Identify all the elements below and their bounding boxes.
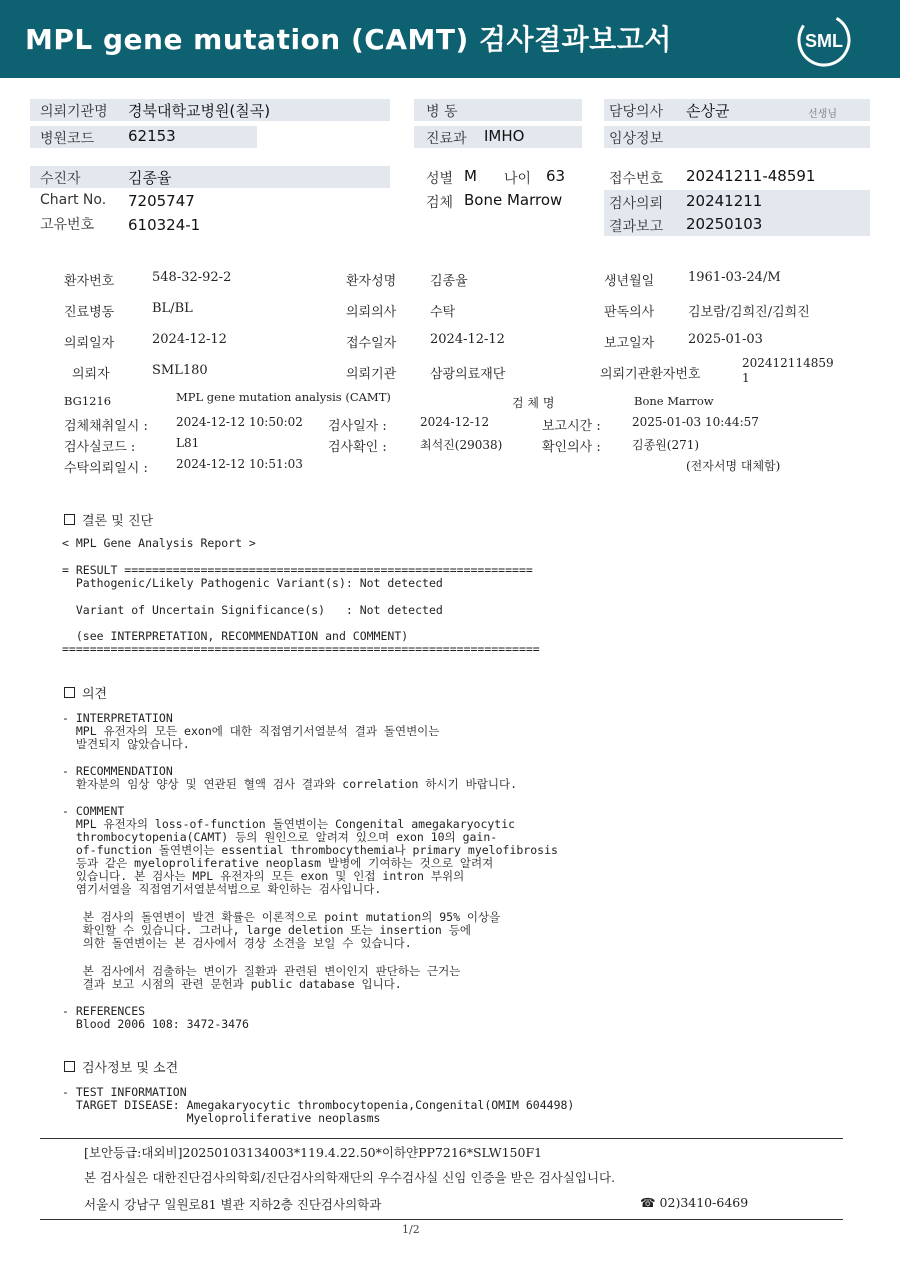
dept-label: 진료과	[426, 131, 467, 147]
receipt-value: 20241211-48591	[686, 167, 816, 185]
age-value: 63	[546, 167, 566, 185]
report-value: 20250103	[686, 215, 763, 233]
clinical-label: 임상정보	[609, 131, 664, 147]
comment-text-2: 본 검사의 돌연변이 발견 확률은 이론적으로 point mutation의 95% 이상을 확인할 수 있습니다. 그러나, large deletion 또는 insertion 등에 의한 돌연변이는 본 검사에서 경상 소견을 보일 수 있습니다.	[82, 910, 501, 950]
ti-label: 검사실코드 :	[64, 440, 136, 455]
pt-value: 1961-03-24/M	[688, 270, 781, 285]
comment-head: - COMMENT	[62, 804, 125, 818]
pt-label: 생년월일	[604, 274, 655, 289]
pt-value: 김종율	[430, 274, 468, 289]
recom-text: 환자분의 임상 양상 및 연관된 혈액 검사 결과와 correlation 하시기 바랍니다.	[62, 777, 517, 791]
code-value: 62153	[128, 127, 176, 145]
square-icon	[64, 1061, 75, 1072]
ti-label: 검체채취일시 :	[64, 419, 148, 434]
test-name: MPL gene mutation analysis (CAMT)	[176, 390, 391, 404]
request-label: 검사의뢰	[609, 196, 664, 212]
report-subtitle: < MPL Gene Analysis Report >	[62, 536, 256, 550]
pt-value: 2024-12-12	[430, 332, 505, 347]
address-line: 서울시 강남구 일원로81 별관 지하2층 진단검사의학과	[84, 1197, 382, 1212]
logo-text: SML	[805, 31, 843, 51]
result-vus: Variant of Uncertain Significance(s) : Not detected	[62, 603, 443, 617]
code-label: 병원코드	[40, 131, 95, 147]
pt-label: 의뢰자	[72, 367, 110, 382]
result-line: = RESULT ===========================================================	[62, 563, 533, 577]
chart-value: 7205747	[128, 192, 195, 210]
pt-value: 202412114859	[742, 356, 834, 370]
pt-label: 의뢰의사	[346, 305, 397, 320]
doctor-suffix: 선생님	[808, 109, 837, 120]
security-line: [보안등급:대외비]20250103134003*119.4.22.50*이하얀PP7216*SLW150F1	[84, 1145, 543, 1160]
footer-divider-top	[40, 1138, 843, 1139]
comment-text-1: MPL 유전자의 loss-of-function 돌연변이는 Congenital amegakaryocytic thrombocytopenia(CAMT) 등의 원인으로 알려져 있으며 exon 10의 gain- of-function 돌연변이는 essential thrombocythemia나 primary myelofibrosis 등과 같은 myeloproliferative neoplasm 발병에 기여하는 것으로 알려져 있습니다. 본 검사는 MPL 유전자의 모든 exon 및 인접 intron 부위의 염기서열을 직접염기서열분석법으로 확인하는 검사입니다.	[75, 817, 558, 896]
interp-text: MPL 유전자의 모든 exon에 대한 직접염기서열분석 결과 돌연변이는 발견되지 않았습니다.	[75, 724, 440, 751]
ti-value: 최석진(29038)	[420, 438, 503, 452]
ref-head: - REFERENCES	[62, 1004, 146, 1018]
result-end: =====================================================================	[62, 642, 540, 656]
pt-value-cont: 1	[742, 371, 750, 385]
specimen-value: Bone Marrow	[464, 191, 563, 209]
ward-label: 병 동	[426, 104, 458, 120]
test-info-text: TARGET DISEASE: Amegakaryocytic thrombocytopenia,Congenital(OMIM 604498) Myeloproliferative neoplasms	[75, 1098, 575, 1125]
recom-head: - RECOMMENDATION	[62, 764, 173, 778]
ti-value: 2024-12-12 10:50:02	[176, 415, 303, 429]
report-label: 결과보고	[609, 219, 664, 235]
sex-value: M	[464, 167, 477, 185]
ref-text: Blood 2006 108: 3472-3476	[62, 1017, 249, 1031]
pt-label: 보고일자	[604, 336, 655, 351]
pt-value: 548-32-92-2	[152, 270, 232, 285]
ti-label: 수탁의뢰일시 :	[64, 461, 148, 476]
test-code: BG1216	[64, 394, 112, 408]
id-value: 610324-1	[128, 216, 201, 234]
certification-line: 본 검사실은 대한진단검사의학회/진단검사의학재단의 우수검사실 신임 인증을 받은 검사실입니다.	[84, 1170, 616, 1185]
receipt-label: 접수번호	[609, 171, 664, 187]
pt-value: 2025-01-03	[688, 332, 763, 347]
square-icon	[64, 514, 75, 525]
pt-value: 김보람/김희진/김희진	[688, 305, 810, 320]
sex-label: 성별	[426, 171, 454, 187]
section-conclusion	[64, 510, 153, 529]
pt-value: 수탁	[430, 305, 456, 320]
ti-specimen-label: 검 체 명	[512, 396, 555, 410]
pt-label: 환자성명	[346, 274, 397, 289]
inst-label: 의뢰기관명	[40, 104, 108, 120]
ti-value: L81	[176, 436, 200, 450]
report-title: MPL gene mutation (CAMT) 검사결과보고서	[25, 23, 672, 56]
patient-bar	[30, 166, 390, 188]
ti-value: 2024-12-12 10:51:03	[176, 457, 303, 471]
ti-specimen-value: Bone Marrow	[634, 394, 714, 408]
section-opinion	[64, 683, 107, 702]
doctor-value: 손상균	[686, 102, 730, 120]
pt-label: 접수일자	[346, 336, 397, 351]
specimen-label: 검체	[426, 195, 454, 211]
sml-logo	[796, 12, 852, 68]
pt-label: 판독의사	[604, 305, 655, 320]
ti-value: 2025-01-03 10:44:57	[632, 415, 759, 429]
patient-value: 김종율	[128, 169, 172, 187]
ti-value: 2024-12-12	[420, 415, 490, 429]
pt-value: 2024-12-12	[152, 332, 227, 347]
test-info-head: - TEST INFORMATION	[62, 1085, 187, 1099]
pt-value: SML180	[152, 363, 208, 378]
inst-value: 경북대학교병원(칠곡)	[128, 102, 271, 120]
square-icon	[64, 687, 75, 698]
id-label: 고유번호	[40, 217, 95, 233]
esign-note: (전자서명 대체함)	[686, 459, 781, 473]
footer-divider-bottom	[40, 1219, 843, 1220]
patient-label: 수진자	[40, 171, 81, 187]
result-see: (see INTERPRETATION, RECOMMENDATION and COMMENT)	[62, 629, 409, 643]
pt-label: 환자번호	[64, 274, 115, 289]
doctor-label: 담당의사	[609, 104, 664, 120]
pt-value: 삼광의료재단	[430, 367, 506, 382]
report-header	[0, 0, 900, 78]
page-number: 1/2	[402, 1223, 420, 1236]
section-test-info	[64, 1057, 178, 1076]
ti-label: 확인의사 :	[542, 440, 601, 455]
ti-label: 보고시간 :	[542, 419, 601, 434]
result-pathogenic: Pathogenic/Likely Pathogenic Variant(s): Not detected	[62, 576, 443, 590]
age-label: 나이	[504, 171, 532, 187]
section-title: 의견	[82, 687, 108, 702]
request-value: 20241211	[686, 192, 763, 210]
comment-text-3: 본 검사에서 검출하는 변이가 질환과 관련된 변이인지 판단하는 근거는 결과 보고 시점의 관련 문헌과 public database 입니다.	[82, 964, 461, 991]
chart-label: Chart No.	[40, 192, 107, 208]
ti-label: 검사확인 :	[328, 440, 387, 455]
pt-label: 진료병동	[64, 305, 115, 320]
pt-label: 의뢰기관환자번호	[600, 367, 701, 382]
interp-head: - INTERPRETATION	[62, 711, 173, 725]
ti-label: 검사일자 :	[328, 419, 387, 434]
dept-value: IMHO	[484, 127, 525, 145]
pt-label: 의뢰일자	[64, 336, 115, 351]
pt-value: BL/BL	[152, 301, 193, 316]
phone-line: ☎ 02)3410-6469	[640, 1195, 749, 1210]
section-title: 결론 및 진단	[82, 514, 154, 529]
section-title: 검사정보 및 소견	[82, 1061, 179, 1076]
pt-label: 의뢰기관	[346, 367, 397, 382]
ti-value: 김종원(271)	[632, 438, 700, 452]
